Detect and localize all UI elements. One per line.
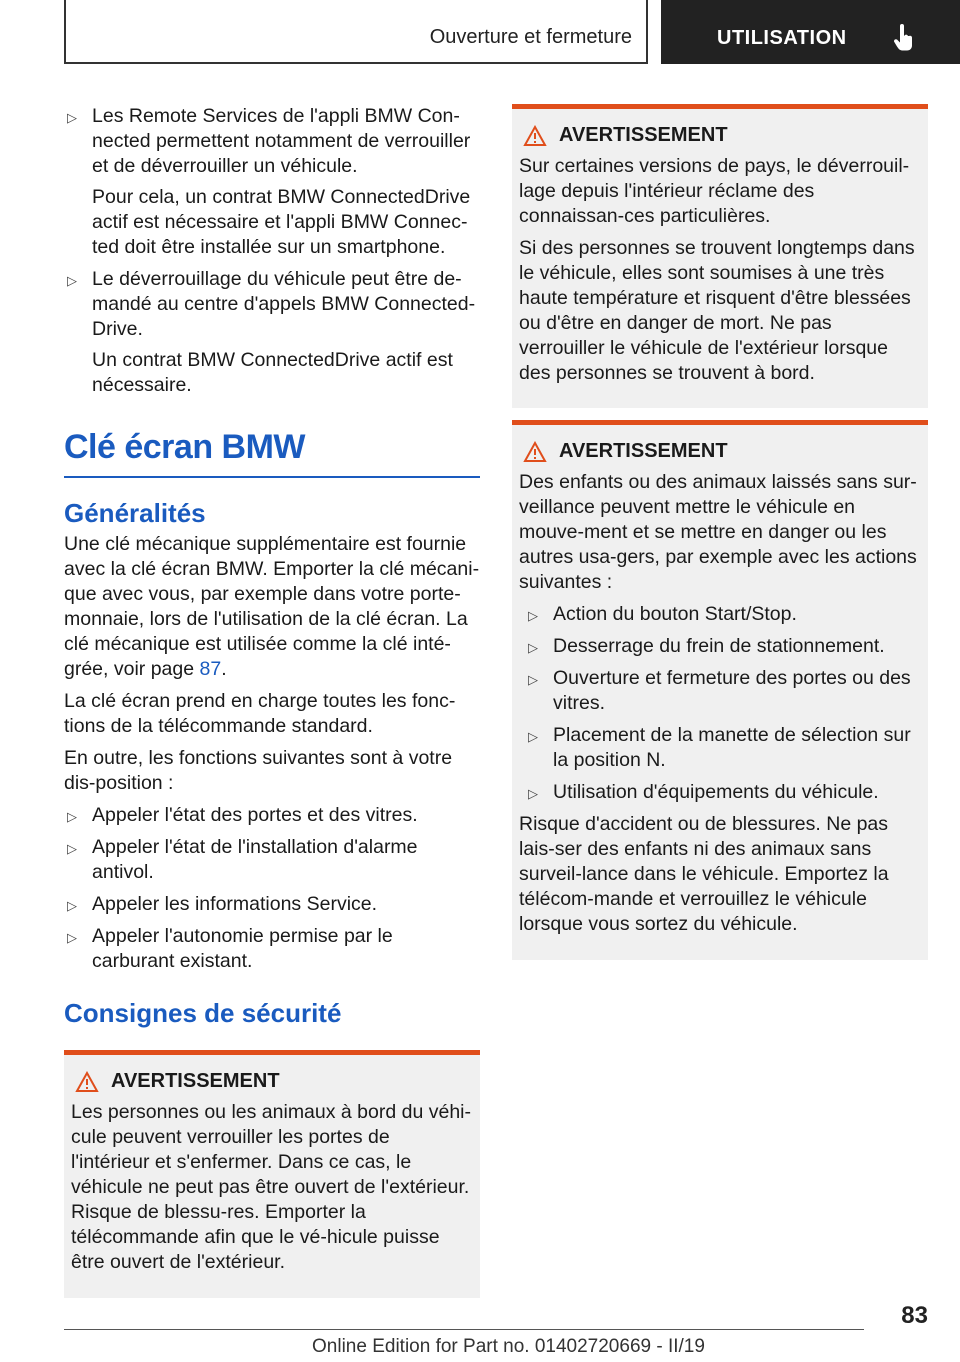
- left-column: [64, 104, 480, 1298]
- warning-box: [512, 420, 928, 960]
- bullet-triangle-icon: ▷: [528, 672, 538, 687]
- bullet-triangle-icon: ▷: [67, 809, 77, 824]
- warning-paragraph: Des enfants ou des animaux laissés sans sur-veillance peuvent mettre le véhicule en mouve-ment et se mettre en danger ou les autres usa-gers, par exemple avec les actions suivantes :: [519, 471, 917, 593]
- list-item: ▷ Appeler l'état de l'installation d'alarme antivol.: [67, 836, 418, 883]
- warning-box: [64, 1050, 480, 1298]
- bullet-triangle-icon: ▷: [67, 898, 77, 913]
- header-section-tab: [64, 0, 648, 64]
- list-item-subparagraph: Pour cela, un contrat BMW ConnectedDrive actif est nécessaire et l'appli BMW Connec-ted doit être installée sur un smartphone.: [92, 186, 471, 258]
- warning-paragraph: Risque d'accident ou de blessures. Ne pas lais-ser des enfants ni des animaux sans surveil-lance dans le véhicule. Emportez la télécom-mande et verrouillez le véhicule lorsque vous sortez du véhicule.: [519, 813, 889, 935]
- list-item: ▷ Ouverture et fermeture des portes ou des vitres.: [528, 667, 911, 714]
- warning-triangle-icon: [523, 125, 547, 147]
- list-item: ▷ Desserrage du frein de stationnement.: [525, 634, 921, 659]
- bullet-triangle-icon: ▷: [528, 786, 538, 801]
- right-column: [512, 104, 928, 960]
- bullet-triangle-icon: ▷: [528, 729, 538, 744]
- warning-text: Les personnes ou les animaux à bord du véhi-cule peuvent verrouiller les portes de l'intérieur et s'enfermer. Dans ce cas, le véhicule ne peut pas être ouvert de l'extérieur. Risque de blessu-res. Emporter la télécommande afin que le vé-hicule puisse être ouvert de l'extérieur.: [71, 1101, 471, 1273]
- list-item: ▷ Utilisation d'équipements du véhicule.: [525, 780, 921, 805]
- warning-triangle-icon: [75, 1071, 99, 1093]
- warning-box: [512, 104, 928, 408]
- bullet-triangle-icon: ▷: [528, 608, 538, 623]
- list-item: ▷ Appeler les informations Service.: [64, 892, 480, 917]
- list-item-subparagraph: Un contrat BMW ConnectedDrive actif est nécessaire.: [92, 349, 453, 396]
- bullet-triangle-icon: ▷: [67, 841, 77, 856]
- intro-list: [64, 104, 480, 398]
- header-chapter-title: UTILISATION: [717, 27, 847, 49]
- heading-rule: [64, 476, 480, 478]
- warning-triangle-icon: [523, 441, 547, 463]
- page-link[interactable]: 87: [199, 658, 222, 680]
- bullet-triangle-icon: ▷: [67, 273, 77, 288]
- list-item: ▷ Appeler l'état des portes et des vitres.: [64, 803, 480, 828]
- bullet-triangle-icon: ▷: [67, 110, 77, 125]
- section-heading: Clé écran BMW: [64, 428, 305, 466]
- header-chapter-tab: [661, 0, 960, 64]
- footer-rule: [64, 1329, 864, 1330]
- bullet-triangle-icon: ▷: [528, 640, 538, 655]
- warning-paragraph: Si des personnes se trouvent longtemps dans le véhicule, elles sont soumises à une très haute température et risquent d'être blessées ou d'être en danger de mort. Ne pas verrouiller le véhicule de l'extérieur lorsque des personnes se trouvent à bord.: [519, 237, 915, 384]
- list-item: ▷ Les Remote Services de l'appli BMW Con-nected permettent notamment de verrouiller et de déverrouiller un véhicule. Pour cela, un contrat BMW ConnectedDrive actif est nécessaire et l'appli BMW Connec-ted doit être installée sur un smartphone.: [64, 104, 480, 260]
- warning-list: [525, 602, 921, 805]
- list-item: ▷ Appeler l'autonomie permise par le carburant existant.: [67, 925, 393, 972]
- bullet-triangle-icon: ▷: [67, 930, 77, 945]
- warning-paragraph: Sur certaines versions de pays, le déverrouil-lage depuis l'intérieur réclame des connaissan-ces particulières.: [519, 155, 910, 227]
- subsection-heading-general: Généralités: [64, 498, 206, 528]
- warning-title: AVERTISSEMENT: [519, 439, 921, 464]
- list-item: ▷ Placement de la manette de sélection sur la position N.: [528, 724, 911, 771]
- warning-title: AVERTISSEMENT: [71, 1069, 473, 1094]
- general-paragraph-1: Une clé mécanique supplémentaire est fournie avec la clé écran BMW. Emporter la clé mécani-que avec vous, par exemple dans votre porte-monnaie, lors de l'utilisation de la clé écran. La clé mécanique est utilisée comme la clé inté-grée, voir page 87.: [64, 533, 480, 680]
- functions-list: [64, 803, 480, 974]
- edition-footer: Online Edition for Part no. 01402720669 - II/19: [312, 1336, 705, 1357]
- page-number: 83: [901, 1302, 928, 1329]
- header-section-title: Ouverture et fermeture: [429, 26, 632, 48]
- general-paragraph-3: En outre, les fonctions suivantes sont à votre dis-position :: [64, 747, 453, 794]
- warning-title: AVERTISSEMENT: [519, 123, 921, 148]
- hand-pointer-icon: [893, 24, 915, 52]
- subsection-heading-safety: Consignes de sécurité: [64, 998, 342, 1028]
- general-paragraph-2: La clé écran prend en charge toutes les fonc-tions de la télécommande standard.: [64, 690, 456, 737]
- list-item: ▷ Le déverrouillage du véhicule peut être de-mandé au centre d'appels BMW Connected-Drive. Un contrat BMW ConnectedDrive actif est nécessaire.: [64, 267, 480, 398]
- list-item: ▷ Action du bouton Start/Stop.: [525, 602, 921, 627]
